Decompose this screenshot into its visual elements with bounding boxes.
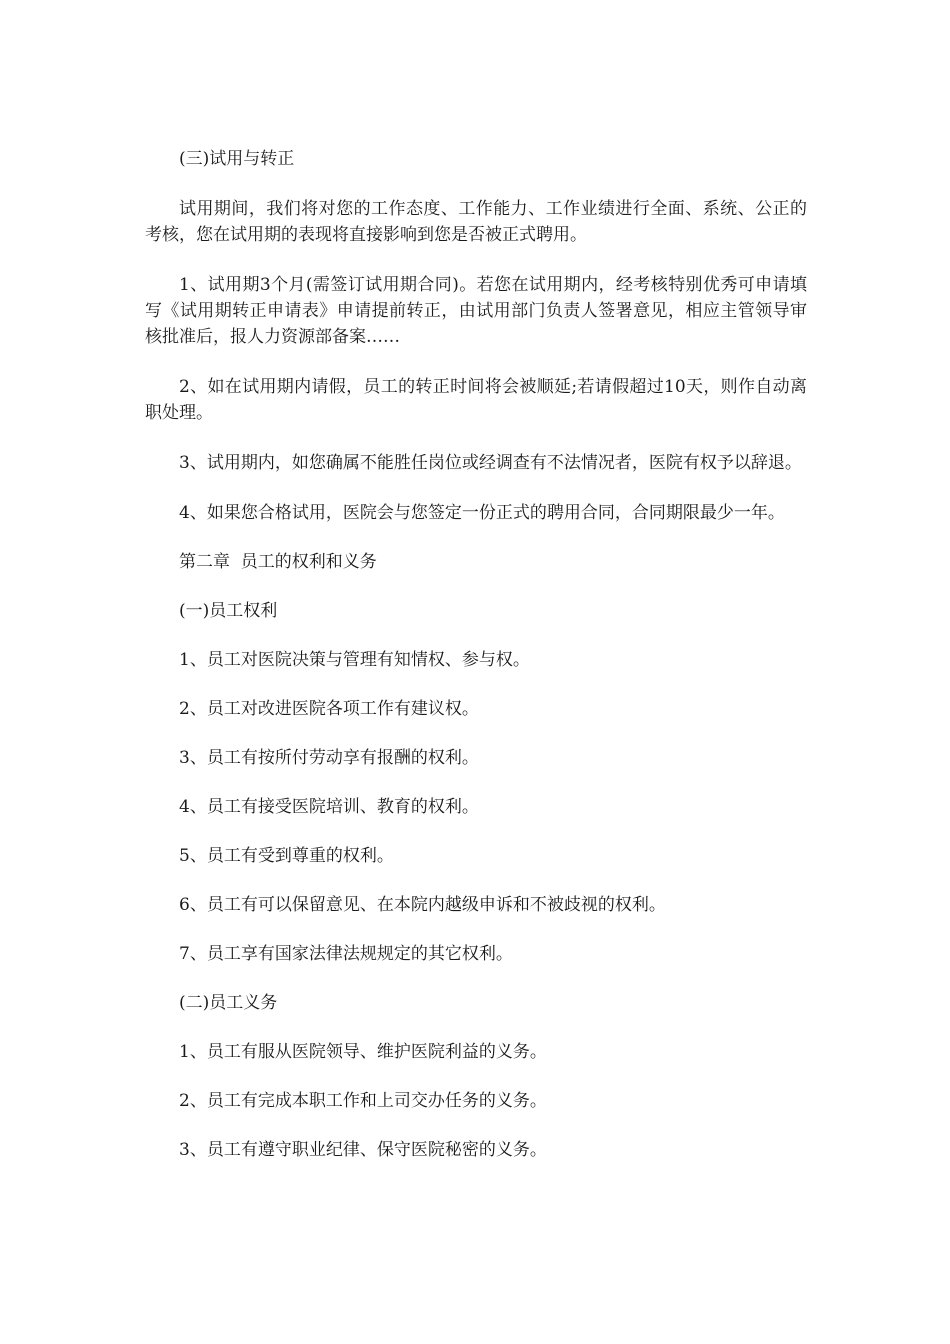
probation-item: 2、如在试用期内请假，员工的转正时间将会被顺延;若请假超过10天，则作自动离职处理。 [145,377,807,423]
duties-heading: (二)员工义务 [179,993,278,1013]
rights-item: 1、员工对医院决策与管理有知情权、参与权。 [179,650,530,670]
rights-item: 5、员工有受到尊重的权利。 [179,846,394,866]
probation-item: 3、试用期内，如您确属不能胜任岗位或经调查有不法情况者，医院有权予以辞退。 [179,453,802,473]
rights-item: 3、员工有按所付劳动享有报酬的权利。 [179,748,479,768]
rights-item: 6、员工有可以保留意见、在本院内越级申诉和不被歧视的权利。 [179,895,666,915]
chapter-title: 第二章 员工的权利和义务 [179,552,377,572]
rights-item: 7、员工享有国家法律法规规定的其它权利。 [179,944,513,964]
duties-item: 3、员工有遵守职业纪律、保守医院秘密的义务。 [179,1140,547,1160]
probation-item: 4、如果您合格试用，医院会与您签定一份正式的聘用合同，合同期限最少一年。 [179,503,785,523]
rights-item: 4、员工有接受医院培训、教育的权利。 [179,797,479,817]
section-heading-probation: (三)试用与转正 [179,149,295,169]
duties-item: 2、员工有完成本职工作和上司交办任务的义务。 [179,1091,547,1111]
probation-item: 1、试用期3个月(需签订试用期合同)。若您在试用期内，经考核特别优秀可申请填写《试用期转正申请表》申请提前转正，由试用部门负责人签署意见，相应主管领导审核批准后，报人力资源部备案…… [145,275,807,347]
probation-intro: 试用期间，我们将对您的工作态度、工作能力、工作业绩进行全面、系统、公正的考核，您在试用期的表现将直接影响到您是否被正式聘用。 [145,199,807,245]
duties-item: 1、员工有服从医院领导、维护医院利益的义务。 [179,1042,547,1062]
document-body [145,146,807,1163]
rights-item: 2、员工对改进医院各项工作有建议权。 [179,699,479,719]
rights-heading: (一)员工权利 [179,601,278,621]
